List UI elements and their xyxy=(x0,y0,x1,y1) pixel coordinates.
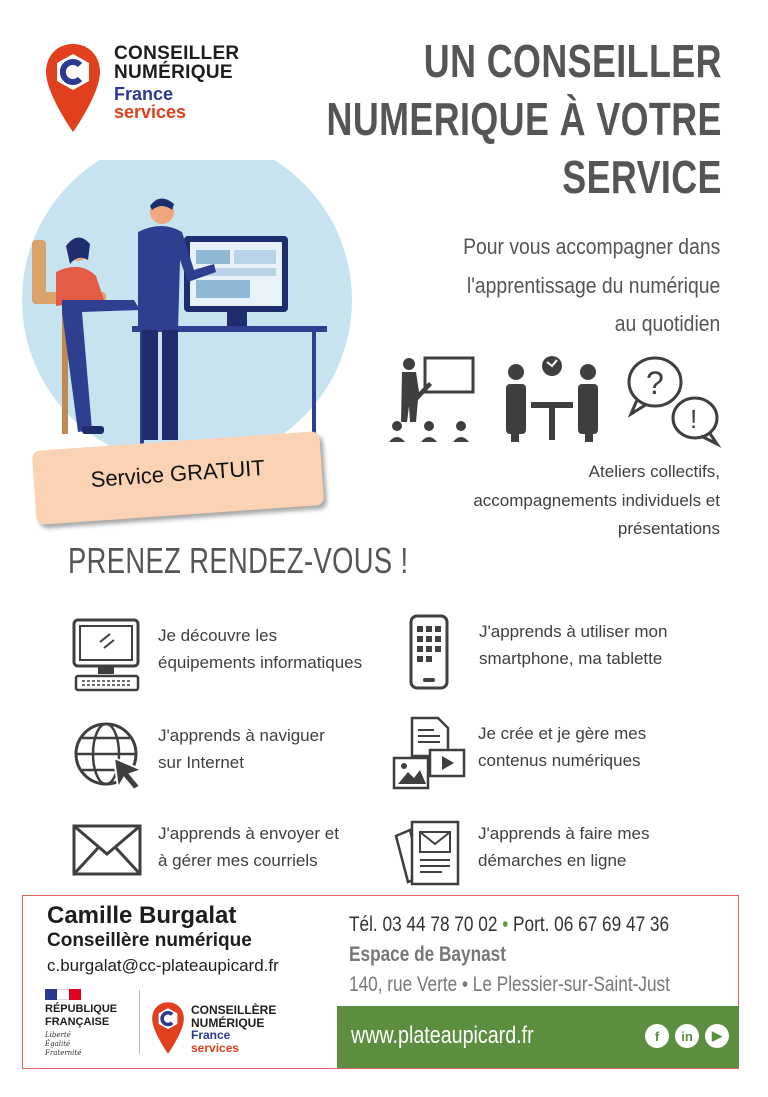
formats-text xyxy=(473,458,720,544)
separator-dot: • xyxy=(502,913,509,936)
service-item-smartphone xyxy=(405,614,768,694)
service-line: contenus numériques xyxy=(478,751,641,771)
svg-text:!: ! xyxy=(690,404,698,434)
globe-cursor-icon xyxy=(70,718,150,794)
envelope-icon xyxy=(70,816,150,892)
logo-line-1: CONSEILLER xyxy=(114,43,240,64)
advisor-email[interactable]: c.burgalat@cc-plateaupicard.fr xyxy=(47,956,279,975)
place-name: Espace de Baynast xyxy=(349,942,506,966)
french-flag-icon xyxy=(45,989,81,1000)
formats-line-1: Ateliers collectifs, xyxy=(588,462,720,481)
service-line: smartphone, ma tablette xyxy=(479,649,663,669)
logo-line-2: NUMÉRIQUE xyxy=(114,62,233,84)
subtitle-line-2: l'apprentissage du numérique xyxy=(466,272,720,298)
motto-liberte: Liberté xyxy=(45,1031,71,1039)
motto-fraternite: Fraternité xyxy=(45,1048,82,1057)
conseiller-numerique-logo xyxy=(44,42,274,137)
headline-line-2: NUMERIQUE À VOTRE xyxy=(326,93,722,145)
mobile-number[interactable]: Port. 06 67 69 47 36 xyxy=(513,913,670,936)
advisor-illustration xyxy=(22,160,352,460)
formats-line-3: présentations xyxy=(617,519,720,539)
subtitle xyxy=(463,228,720,344)
linkedin-icon[interactable]: in xyxy=(675,1024,699,1048)
social-links xyxy=(645,1024,729,1048)
logo2-line-2: NUMÉRIQUE xyxy=(191,1015,265,1030)
republique-line-2: FRANÇAISE xyxy=(45,1015,110,1028)
service-line: J'apprends à faire mes xyxy=(478,824,650,843)
badge-label: Service GRATUIT xyxy=(89,454,266,493)
computer-icon xyxy=(70,618,150,694)
contact-details xyxy=(349,910,670,999)
map-pin-c-icon xyxy=(44,42,102,134)
service-line: J'apprends à utiliser mon xyxy=(479,622,668,641)
logo2-line-3: France xyxy=(191,1028,231,1043)
logo-line-3: France xyxy=(114,83,174,104)
advisor-name: Camille Burgalat xyxy=(47,902,237,929)
svg-text:?: ? xyxy=(646,365,664,401)
presentation-icon xyxy=(389,358,473,442)
map-pin-c-icon xyxy=(151,1001,185,1055)
logo2-line-1: CONSEILLÈRE xyxy=(191,1003,277,1017)
formats-icons xyxy=(385,352,725,452)
service-line: Je découvre les xyxy=(158,626,278,645)
republique-francaise-logo xyxy=(45,989,145,1059)
service-line: J'apprends à naviguer xyxy=(158,726,325,745)
headline xyxy=(326,35,722,212)
youtube-icon[interactable]: ▶ xyxy=(705,1024,729,1048)
address: 140, rue Verte • Le Plessier-sur-Saint-Just xyxy=(349,972,670,996)
appointment-title: PRENEZ RENDEZ-VOUS ! xyxy=(68,540,409,581)
smartphone-icon xyxy=(405,614,485,690)
meeting-icon xyxy=(506,356,598,442)
logo-divider xyxy=(139,990,140,1054)
documents-icon xyxy=(390,816,470,892)
website-bar xyxy=(337,1006,739,1068)
formats-line-2: accompagnements individuels et xyxy=(473,490,720,510)
conseillere-numerique-logo xyxy=(151,1001,351,1061)
service-item-content xyxy=(390,716,768,796)
phone-number[interactable]: Tél. 03 44 78 70 02 xyxy=(349,913,498,936)
contact-footer xyxy=(22,895,739,1069)
logo-line-4: services xyxy=(114,102,187,123)
headline-line-3: SERVICE xyxy=(562,151,722,203)
digital-content-icon xyxy=(390,716,470,792)
service-line: démarches en ligne xyxy=(478,851,627,871)
facebook-icon[interactable]: f xyxy=(645,1024,669,1048)
motto-egalite: Égalité xyxy=(45,1039,71,1048)
service-line: équipements informatiques xyxy=(158,653,363,673)
advisor-role: Conseillère numérique xyxy=(47,930,252,951)
service-line: J'apprends à envoyer et xyxy=(158,824,339,843)
questions-icon xyxy=(629,358,717,444)
website-link[interactable]: www.plateaupicard.fr xyxy=(351,1022,534,1049)
service-line: à gérer mes courriels xyxy=(158,851,318,871)
subtitle-line-1: Pour vous accompagner dans xyxy=(462,234,720,259)
service-line: Je crée et je gère mes xyxy=(478,724,647,743)
service-item-procedures xyxy=(390,816,768,896)
republique-line-1: RÉPUBLIQUE xyxy=(45,1003,118,1015)
headline-line-1: UN CONSEILLER xyxy=(423,35,722,87)
service-item-devices xyxy=(70,618,450,698)
subtitle-line-3: au quotidien xyxy=(614,311,720,336)
logo2-line-4: services xyxy=(191,1040,240,1055)
service-line: sur Internet xyxy=(158,753,244,773)
